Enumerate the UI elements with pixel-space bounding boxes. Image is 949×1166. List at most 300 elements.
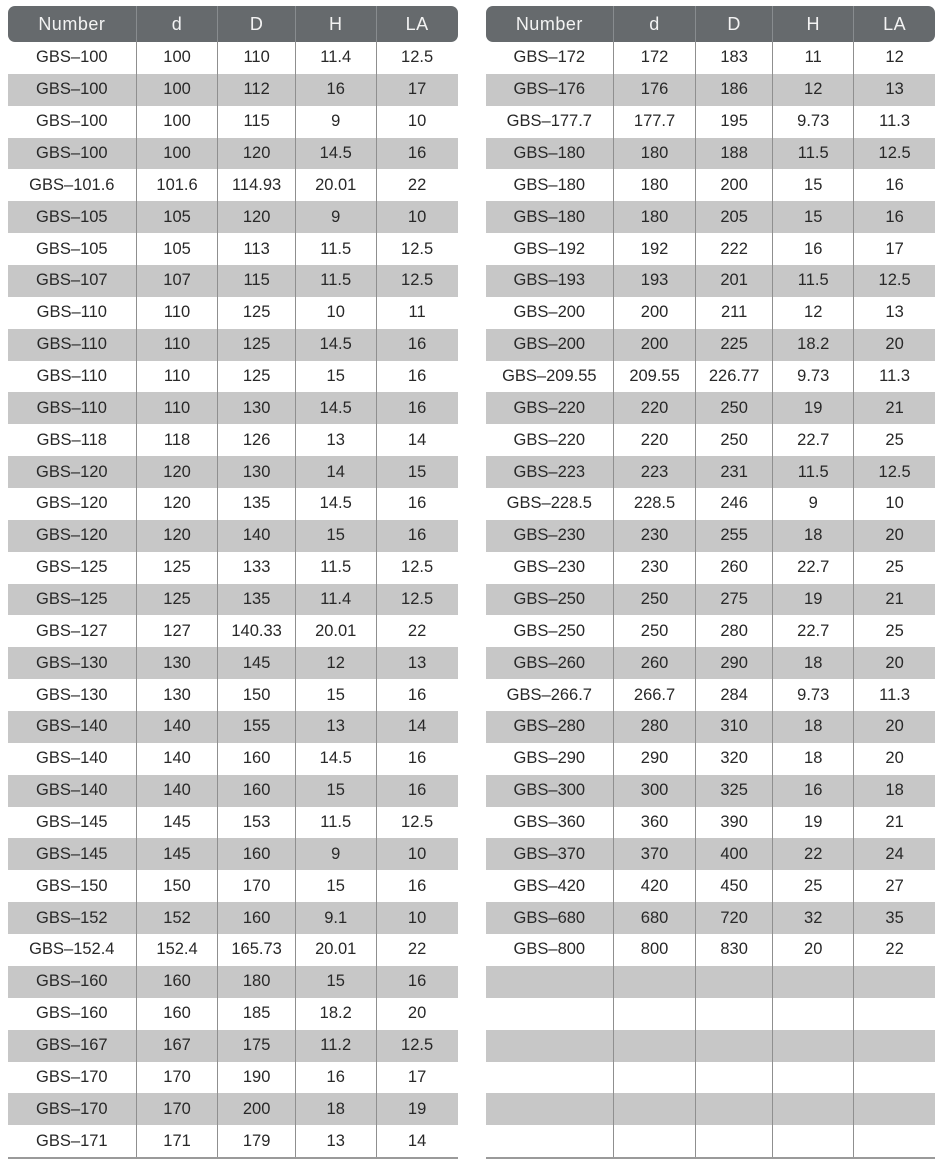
table-cell: 11.2 [295, 1030, 376, 1062]
table-cell: 100 [136, 74, 218, 106]
table-cell: 12.5 [853, 138, 935, 170]
table-cell: 153 [217, 807, 294, 839]
table-cell: 18 [853, 775, 935, 807]
table-cell: 112 [217, 74, 294, 106]
table-cell: 120 [217, 201, 294, 233]
table-cell: GBS–170 [8, 1093, 136, 1125]
table-cell: 11.5 [295, 807, 376, 839]
table-cell [613, 966, 695, 998]
table-cell: GBS–228.5 [486, 488, 614, 520]
table-cell: GBS–230 [486, 520, 614, 552]
table-cell: 680 [613, 902, 695, 934]
table-cell: 18 [772, 647, 853, 679]
table-cell: 17 [376, 74, 458, 106]
table-cell: 133 [217, 552, 294, 584]
table-cell: 11.4 [295, 584, 376, 616]
table-cell: GBS–101.6 [8, 169, 136, 201]
table-cell: 720 [695, 902, 772, 934]
table-cell [613, 1125, 695, 1157]
table-cell: 12.5 [376, 552, 458, 584]
table-cell: 12.5 [376, 233, 458, 265]
table-cell: 110 [136, 329, 218, 361]
table-row [486, 807, 936, 839]
table-row-empty [486, 966, 936, 998]
table-row [8, 552, 458, 584]
table-cell: 18.2 [772, 329, 853, 361]
table-cell: 260 [695, 552, 772, 584]
table-row [486, 74, 936, 106]
table-cell: 246 [695, 488, 772, 520]
table-cell: 100 [136, 106, 218, 138]
table-cell: GBS–120 [8, 488, 136, 520]
table-cell: 220 [613, 424, 695, 456]
table-cell: 12.5 [376, 584, 458, 616]
table-row [486, 201, 936, 233]
table-row [8, 998, 458, 1030]
table-row [8, 329, 458, 361]
table-cell [853, 1062, 935, 1094]
table-cell: 176 [613, 74, 695, 106]
table-cell: 15 [295, 679, 376, 711]
table-cell: 230 [613, 520, 695, 552]
table-row [8, 838, 458, 870]
table-cell: 16 [376, 966, 458, 998]
table-cell: 193 [613, 265, 695, 297]
table-cell: 230 [613, 552, 695, 584]
table-cell: 127 [136, 615, 218, 647]
table-row [486, 392, 936, 424]
table-cell: 152 [136, 902, 218, 934]
table-cell: GBS–110 [8, 361, 136, 393]
table-cell: 27 [853, 870, 935, 902]
table-cell: 9 [295, 106, 376, 138]
table-cell: 11.3 [853, 361, 935, 393]
table-body [486, 42, 936, 1157]
table-cell: 32 [772, 902, 853, 934]
table-cell: 200 [217, 1093, 294, 1125]
table-cell [853, 1125, 935, 1157]
table-cell [695, 998, 772, 1030]
table-cell: 114.93 [217, 169, 294, 201]
table-cell: GBS–360 [486, 807, 614, 839]
table-row [8, 74, 458, 106]
table-cell: GBS–100 [8, 74, 136, 106]
table-cell: 167 [136, 1030, 218, 1062]
table-cell: 145 [217, 647, 294, 679]
table-cell: 18 [772, 520, 853, 552]
table-cell: GBS–145 [8, 807, 136, 839]
table-cell: 15 [376, 456, 458, 488]
column-header-number: Number [486, 6, 614, 42]
table-row [8, 265, 458, 297]
table-cell: 175 [217, 1030, 294, 1062]
table-cell: 16 [853, 201, 935, 233]
table-cell: 13 [376, 647, 458, 679]
table-cell: GBS–266.7 [486, 679, 614, 711]
table-cell: 20.01 [295, 934, 376, 966]
table-row [8, 615, 458, 647]
table-cell: 12.5 [376, 42, 458, 74]
table-cell: 14.5 [295, 392, 376, 424]
table-row [486, 488, 936, 520]
table-cell: 16 [772, 775, 853, 807]
table-cell: 25 [853, 615, 935, 647]
table-cell: GBS–176 [486, 74, 614, 106]
table-cell: 22 [376, 934, 458, 966]
table-row [8, 647, 458, 679]
table-cell: 20.01 [295, 615, 376, 647]
table-cell: GBS–110 [8, 329, 136, 361]
table-cell [695, 1062, 772, 1094]
column-header-h: H [295, 6, 376, 42]
table-cell: GBS–290 [486, 743, 614, 775]
table-cell: 125 [136, 552, 218, 584]
table-row [8, 233, 458, 265]
table-row [486, 106, 936, 138]
column-header-h: H [772, 6, 853, 42]
table-cell: 20 [853, 743, 935, 775]
table-cell: 22 [772, 838, 853, 870]
table-cell: GBS–125 [8, 552, 136, 584]
table-cell: 400 [695, 838, 772, 870]
table-row [8, 679, 458, 711]
table-cell [695, 1125, 772, 1157]
table-cell: 14 [376, 711, 458, 743]
table-cell: 126 [217, 424, 294, 456]
table-row [486, 934, 936, 966]
spec-table-left [8, 6, 458, 1159]
table-cell: 300 [613, 775, 695, 807]
table-cell: GBS–100 [8, 42, 136, 74]
table-row-empty [486, 998, 936, 1030]
table-cell: 110 [136, 392, 218, 424]
table-cell: 130 [217, 392, 294, 424]
table-cell: 125 [217, 361, 294, 393]
table-cell: 10 [376, 838, 458, 870]
table-row [486, 520, 936, 552]
table-row [8, 775, 458, 807]
spec-table-right [486, 6, 936, 1159]
table-cell: 24 [853, 838, 935, 870]
table-row [8, 138, 458, 170]
table-cell: 188 [695, 138, 772, 170]
table-cell: 105 [136, 201, 218, 233]
table-cell: GBS–180 [486, 138, 614, 170]
table-cell: GBS–171 [8, 1125, 136, 1157]
table-cell [486, 1030, 614, 1062]
table-cell: 284 [695, 679, 772, 711]
table-cell: 211 [695, 297, 772, 329]
table-cell: GBS–180 [486, 169, 614, 201]
table-row [486, 775, 936, 807]
table-cell: 12 [853, 42, 935, 74]
table-row [8, 361, 458, 393]
table-cell: 100 [136, 138, 218, 170]
table-row [8, 520, 458, 552]
table-cell: 160 [217, 902, 294, 934]
table-cell: 16 [376, 679, 458, 711]
table-row-empty [486, 1030, 936, 1062]
table-cell: 250 [695, 424, 772, 456]
table-cell: 130 [136, 647, 218, 679]
table-cell: GBS–200 [486, 297, 614, 329]
table-cell: 150 [217, 679, 294, 711]
table-cell: 290 [695, 647, 772, 679]
table-cell: 105 [136, 233, 218, 265]
table-cell: 145 [136, 838, 218, 870]
table-cell: 9 [295, 838, 376, 870]
table-cell: GBS–130 [8, 679, 136, 711]
table-cell: GBS–100 [8, 138, 136, 170]
table-cell [486, 966, 614, 998]
table-cell: 25 [853, 552, 935, 584]
table-cell: 20 [376, 998, 458, 1030]
table-cell: 16 [376, 329, 458, 361]
table-cell: 275 [695, 584, 772, 616]
table-cell: 9.1 [295, 902, 376, 934]
table-cell: 12.5 [853, 456, 935, 488]
table-cell: 370 [613, 838, 695, 870]
table-cell [772, 998, 853, 1030]
table-cell: GBS–152 [8, 902, 136, 934]
table-cell: GBS–209.55 [486, 361, 614, 393]
table-cell: 15 [295, 966, 376, 998]
table-row [8, 106, 458, 138]
table-cell: 10 [376, 106, 458, 138]
table-cell: 21 [853, 392, 935, 424]
table-row [8, 424, 458, 456]
table-cell: 325 [695, 775, 772, 807]
table-row [8, 711, 458, 743]
table-cell: 183 [695, 42, 772, 74]
table-row [486, 679, 936, 711]
table-row [486, 615, 936, 647]
table-cell: 120 [136, 456, 218, 488]
table-cell: 228.5 [613, 488, 695, 520]
table-cell: 19 [772, 584, 853, 616]
table-header [486, 6, 936, 42]
table-cell [772, 1062, 853, 1094]
table-row [486, 552, 936, 584]
table-cell [613, 998, 695, 1030]
table-cell: 11.5 [772, 138, 853, 170]
table-cell: 390 [695, 807, 772, 839]
table-cell: 260 [613, 647, 695, 679]
table-cell: 11.3 [853, 106, 935, 138]
table-cell: 13 [853, 74, 935, 106]
table-cell: 9.73 [772, 361, 853, 393]
table-cell: GBS–145 [8, 838, 136, 870]
table-row [486, 456, 936, 488]
table-cell: 185 [217, 998, 294, 1030]
table-cell: 101.6 [136, 169, 218, 201]
table-cell: 130 [136, 679, 218, 711]
table-cell: GBS–125 [8, 584, 136, 616]
table-cell [695, 1093, 772, 1125]
table-cell: 125 [217, 329, 294, 361]
table-cell: 11.5 [772, 265, 853, 297]
table-cell: 152.4 [136, 934, 218, 966]
table-cell: GBS–130 [8, 647, 136, 679]
table-row [8, 42, 458, 74]
table-cell: 20 [853, 520, 935, 552]
table-row [486, 361, 936, 393]
table-cell: 21 [853, 584, 935, 616]
table-cell: 22 [853, 934, 935, 966]
table-cell [486, 1125, 614, 1157]
table-cell: 150 [136, 870, 218, 902]
table-cell: 160 [136, 966, 218, 998]
table-cell: 171 [136, 1125, 218, 1157]
table-cell [613, 1030, 695, 1062]
table-cell: 179 [217, 1125, 294, 1157]
table-row [486, 424, 936, 456]
table-cell: 12 [772, 74, 853, 106]
table-cell: 192 [613, 233, 695, 265]
table-cell: 12 [772, 297, 853, 329]
table-row [486, 265, 936, 297]
table-cell: 20 [853, 711, 935, 743]
table-cell: 125 [217, 297, 294, 329]
table-cell [613, 1062, 695, 1094]
table-cell: 160 [217, 838, 294, 870]
table-cell [772, 1125, 853, 1157]
table-cell: GBS–220 [486, 392, 614, 424]
table-cell: 100 [136, 42, 218, 74]
table-cell: 145 [136, 807, 218, 839]
table-cell: GBS–140 [8, 743, 136, 775]
table-cell [695, 966, 772, 998]
table-cell: 15 [295, 775, 376, 807]
table-row-empty [486, 1062, 936, 1094]
table-cell: 15 [772, 169, 853, 201]
table-cell: GBS–110 [8, 297, 136, 329]
header-row [486, 6, 936, 42]
table-cell: 180 [613, 138, 695, 170]
table-cell [486, 1062, 614, 1094]
table-row-empty [486, 1093, 936, 1125]
column-header-la: LA [376, 6, 458, 42]
table-cell: 255 [695, 520, 772, 552]
table-cell: 222 [695, 233, 772, 265]
table-cell [772, 1093, 853, 1125]
table-row [8, 456, 458, 488]
table-cell: 170 [136, 1062, 218, 1094]
table-cell: 140 [136, 711, 218, 743]
table-cell: 125 [136, 584, 218, 616]
table-cell: GBS–280 [486, 711, 614, 743]
table-cell [772, 966, 853, 998]
table-cell: 180 [613, 169, 695, 201]
table-cell: 12 [295, 647, 376, 679]
table-row [486, 42, 936, 74]
table-cell: 180 [613, 201, 695, 233]
table-cell: 280 [613, 711, 695, 743]
table-cell: 280 [695, 615, 772, 647]
table-cell: 172 [613, 42, 695, 74]
table-cell: 360 [613, 807, 695, 839]
table-cell: 160 [217, 743, 294, 775]
column-header-d: d [613, 6, 695, 42]
table-cell: 118 [136, 424, 218, 456]
table-cell: 18 [772, 711, 853, 743]
table-row [486, 743, 936, 775]
table-row [8, 1093, 458, 1125]
table-row [486, 584, 936, 616]
table-cell: 115 [217, 106, 294, 138]
table-cell: 320 [695, 743, 772, 775]
table-cell: 25 [772, 870, 853, 902]
table-cell: 165.73 [217, 934, 294, 966]
table-cell: 9 [295, 201, 376, 233]
table-row [8, 902, 458, 934]
table-cell: 13 [295, 1125, 376, 1157]
table-row [486, 329, 936, 361]
table-cell: 22 [376, 615, 458, 647]
table-cell: 16 [376, 775, 458, 807]
table-cell: 201 [695, 265, 772, 297]
table-row [8, 966, 458, 998]
table-cell: 10 [376, 902, 458, 934]
table-cell: 107 [136, 265, 218, 297]
table-cell: 11.5 [295, 265, 376, 297]
column-header-number: Number [8, 6, 136, 42]
table-cell: 12.5 [853, 265, 935, 297]
table-cell: GBS–800 [486, 934, 614, 966]
table-cell: 266.7 [613, 679, 695, 711]
table-cell: GBS–105 [8, 233, 136, 265]
table-row [8, 169, 458, 201]
table-cell: 155 [217, 711, 294, 743]
table-cell: 12.5 [376, 807, 458, 839]
table-cell: GBS–220 [486, 424, 614, 456]
table-cell: GBS–140 [8, 775, 136, 807]
table-cell: 13 [853, 297, 935, 329]
table-cell: 16 [376, 743, 458, 775]
table-cell: 11 [376, 297, 458, 329]
table-row [8, 1125, 458, 1157]
table-cell: 14.5 [295, 138, 376, 170]
table-cell: GBS–230 [486, 552, 614, 584]
table-cell: 180 [217, 966, 294, 998]
table-cell: 11.4 [295, 42, 376, 74]
table-cell: GBS–120 [8, 456, 136, 488]
table-cell: 800 [613, 934, 695, 966]
table-cell: GBS–167 [8, 1030, 136, 1062]
table-cell [853, 1093, 935, 1125]
table-cell: 22.7 [772, 424, 853, 456]
table-cell: 225 [695, 329, 772, 361]
table-cell: GBS–110 [8, 392, 136, 424]
table-cell: 250 [613, 615, 695, 647]
table-cell: 11.5 [295, 552, 376, 584]
table-cell: GBS–120 [8, 520, 136, 552]
table-cell: 205 [695, 201, 772, 233]
table-cell: GBS–420 [486, 870, 614, 902]
table-cell: 15 [295, 870, 376, 902]
table-cell: 170 [136, 1093, 218, 1125]
table-cell: GBS–160 [8, 998, 136, 1030]
table-cell: 17 [376, 1062, 458, 1094]
table-cell: 16 [853, 169, 935, 201]
table-cell: 200 [613, 329, 695, 361]
table-cell: 19 [772, 392, 853, 424]
table-row [8, 584, 458, 616]
table-cell: 13 [295, 424, 376, 456]
table-cell: 14 [376, 424, 458, 456]
table-row [486, 870, 936, 902]
table-cell: GBS–105 [8, 201, 136, 233]
